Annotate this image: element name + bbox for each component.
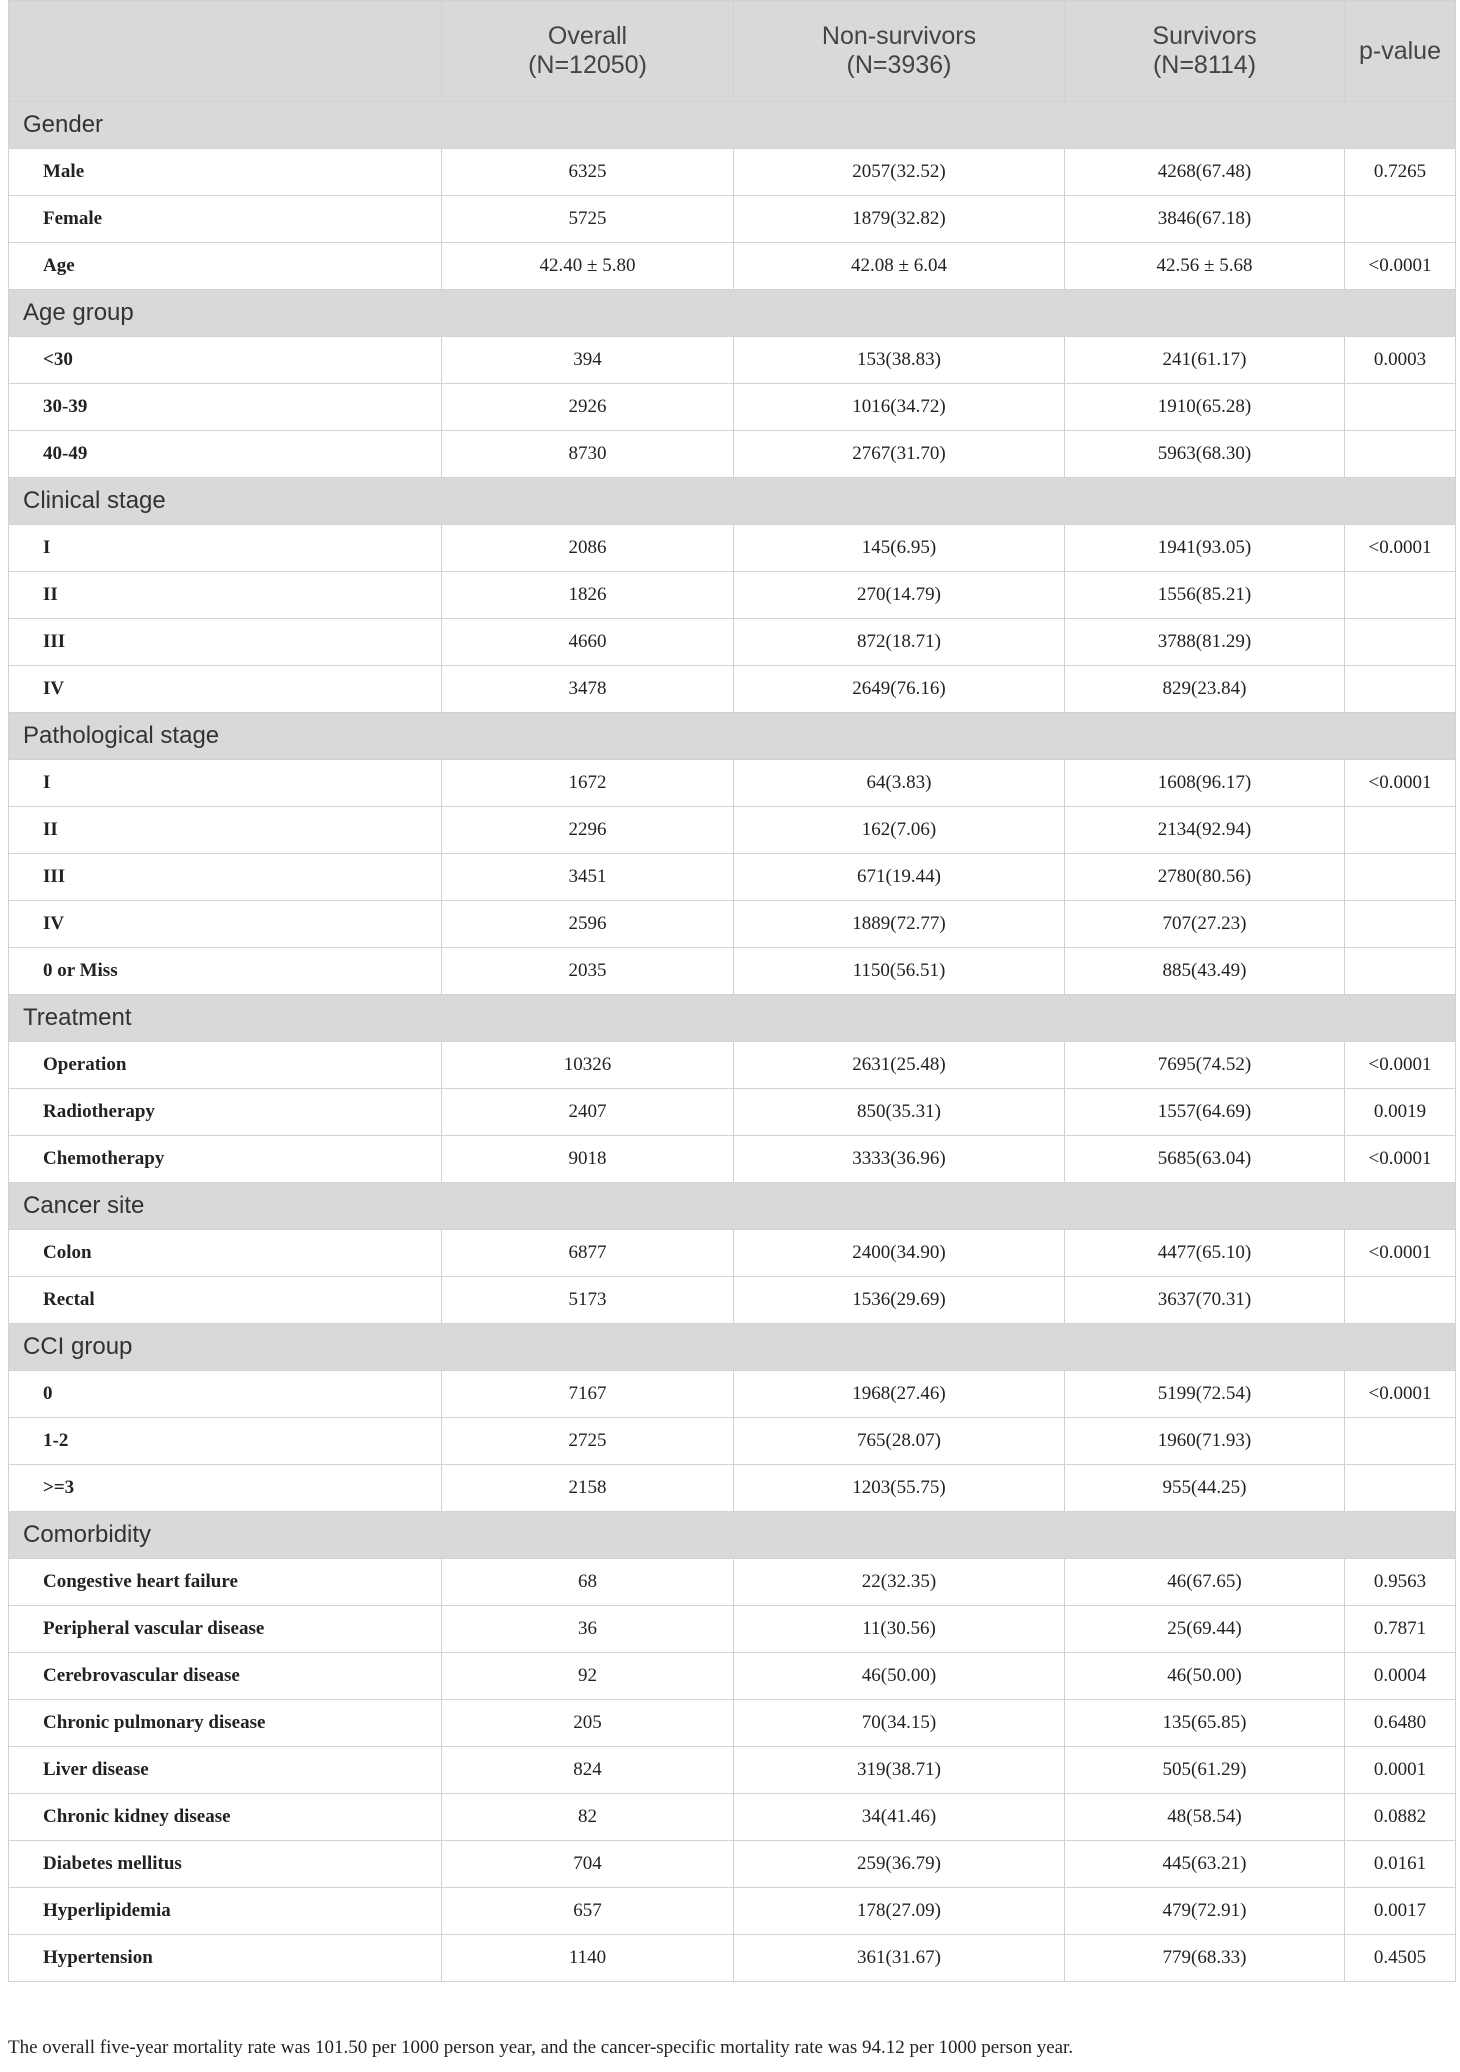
cell-p-value: 0.6480 bbox=[1345, 1700, 1456, 1747]
cell-non-survivors: 178(27.09) bbox=[734, 1888, 1065, 1935]
cell-p-value bbox=[1345, 948, 1456, 995]
cell-overall: 3451 bbox=[442, 854, 734, 901]
cell-survivors: 135(65.85) bbox=[1065, 1700, 1345, 1747]
table-row bbox=[9, 1841, 1456, 1888]
cell-non-survivors: 2767(31.70) bbox=[734, 431, 1065, 478]
table-row bbox=[9, 807, 1456, 854]
row-label: Hypertension bbox=[9, 1935, 442, 1982]
row-label: I bbox=[9, 760, 442, 807]
cell-survivors: 955(44.25) bbox=[1065, 1465, 1345, 1512]
cell-non-survivors: 1016(34.72) bbox=[734, 384, 1065, 431]
cell-p-value bbox=[1345, 384, 1456, 431]
cell-non-survivors: 361(31.67) bbox=[734, 1935, 1065, 1982]
cell-survivors: 3637(70.31) bbox=[1065, 1277, 1345, 1324]
cell-non-survivors: 850(35.31) bbox=[734, 1089, 1065, 1136]
cell-overall: 8730 bbox=[442, 431, 734, 478]
cell-non-survivors: 1150(56.51) bbox=[734, 948, 1065, 995]
group-header-row bbox=[9, 102, 1456, 149]
table-row bbox=[9, 1794, 1456, 1841]
cell-p-value bbox=[1345, 901, 1456, 948]
row-label: 1-2 bbox=[9, 1418, 442, 1465]
cell-p-value bbox=[1345, 666, 1456, 713]
table-row bbox=[9, 760, 1456, 807]
cell-non-survivors: 765(28.07) bbox=[734, 1418, 1065, 1465]
group-header-row bbox=[9, 1512, 1456, 1559]
row-label: Male bbox=[9, 149, 442, 196]
row-label: 40-49 bbox=[9, 431, 442, 478]
cell-overall: 1140 bbox=[442, 1935, 734, 1982]
cell-overall: 2035 bbox=[442, 948, 734, 995]
cell-non-survivors: 872(18.71) bbox=[734, 619, 1065, 666]
cell-overall: 5173 bbox=[442, 1277, 734, 1324]
table-row bbox=[9, 1747, 1456, 1794]
cell-p-value: 0.0004 bbox=[1345, 1653, 1456, 1700]
row-label: >=3 bbox=[9, 1465, 442, 1512]
cell-survivors: 4477(65.10) bbox=[1065, 1230, 1345, 1277]
cell-survivors: 5199(72.54) bbox=[1065, 1371, 1345, 1418]
cell-p-value: <0.0001 bbox=[1345, 760, 1456, 807]
header-overall bbox=[442, 1, 734, 102]
row-label: Radiotherapy bbox=[9, 1089, 442, 1136]
cell-overall: 6325 bbox=[442, 149, 734, 196]
table-container bbox=[8, 0, 1455, 1982]
cell-non-survivors: 46(50.00) bbox=[734, 1653, 1065, 1700]
row-label: Age bbox=[9, 243, 442, 290]
row-label: III bbox=[9, 854, 442, 901]
row-label: Female bbox=[9, 196, 442, 243]
cell-overall: 10326 bbox=[442, 1042, 734, 1089]
table-row bbox=[9, 1559, 1456, 1606]
cell-p-value: 0.0882 bbox=[1345, 1794, 1456, 1841]
row-label: IV bbox=[9, 901, 442, 948]
table-row bbox=[9, 149, 1456, 196]
cell-p-value: 0.7871 bbox=[1345, 1606, 1456, 1653]
cell-survivors: 5685(63.04) bbox=[1065, 1136, 1345, 1183]
group-header-row bbox=[9, 1324, 1456, 1371]
cell-p-value: <0.0001 bbox=[1345, 1042, 1456, 1089]
cell-non-survivors: 145(6.95) bbox=[734, 525, 1065, 572]
cell-overall: 2725 bbox=[442, 1418, 734, 1465]
cell-p-value bbox=[1345, 431, 1456, 478]
group-label: Age group bbox=[9, 290, 1456, 337]
cell-survivors: 1557(64.69) bbox=[1065, 1089, 1345, 1136]
cell-overall: 1672 bbox=[442, 760, 734, 807]
row-label: Hyperlipidemia bbox=[9, 1888, 442, 1935]
cell-non-survivors: 1203(55.75) bbox=[734, 1465, 1065, 1512]
cell-non-survivors: 42.08 ± 6.04 bbox=[734, 243, 1065, 290]
table-row bbox=[9, 384, 1456, 431]
table-row bbox=[9, 1418, 1456, 1465]
cell-survivors: 5963(68.30) bbox=[1065, 431, 1345, 478]
group-header-row bbox=[9, 1183, 1456, 1230]
group-label: Gender bbox=[9, 102, 1456, 149]
cell-overall: 2296 bbox=[442, 807, 734, 854]
cell-non-survivors: 259(36.79) bbox=[734, 1841, 1065, 1888]
table-row bbox=[9, 1371, 1456, 1418]
cell-survivors: 1910(65.28) bbox=[1065, 384, 1345, 431]
cell-p-value: <0.0001 bbox=[1345, 1230, 1456, 1277]
group-label: Pathological stage bbox=[9, 713, 1456, 760]
table-row bbox=[9, 243, 1456, 290]
cell-survivors: 2780(80.56) bbox=[1065, 854, 1345, 901]
cell-p-value: <0.0001 bbox=[1345, 1371, 1456, 1418]
cell-overall: 2407 bbox=[442, 1089, 734, 1136]
cell-overall: 92 bbox=[442, 1653, 734, 1700]
cell-survivors: 4268(67.48) bbox=[1065, 149, 1345, 196]
cell-overall: 1826 bbox=[442, 572, 734, 619]
cell-overall: 82 bbox=[442, 1794, 734, 1841]
header-survivors bbox=[1065, 1, 1345, 102]
cell-non-survivors: 1879(32.82) bbox=[734, 196, 1065, 243]
cell-non-survivors: 1536(29.69) bbox=[734, 1277, 1065, 1324]
cell-overall: 2596 bbox=[442, 901, 734, 948]
cell-non-survivors: 270(14.79) bbox=[734, 572, 1065, 619]
cell-survivors: 241(61.17) bbox=[1065, 337, 1345, 384]
cell-survivors: 2134(92.94) bbox=[1065, 807, 1345, 854]
cell-overall: 6877 bbox=[442, 1230, 734, 1277]
group-header-row bbox=[9, 995, 1456, 1042]
header-survivors-n: (N=8114) bbox=[1152, 51, 1257, 79]
cell-p-value bbox=[1345, 619, 1456, 666]
row-label: Colon bbox=[9, 1230, 442, 1277]
cell-non-survivors: 153(38.83) bbox=[734, 337, 1065, 384]
header-survivors-label: Survivors bbox=[1152, 22, 1257, 50]
table-row bbox=[9, 1042, 1456, 1089]
cell-p-value: 0.0161 bbox=[1345, 1841, 1456, 1888]
row-label: 30-39 bbox=[9, 384, 442, 431]
cell-p-value: 0.0017 bbox=[1345, 1888, 1456, 1935]
row-label: IV bbox=[9, 666, 442, 713]
cell-p-value: <0.0001 bbox=[1345, 1136, 1456, 1183]
row-label: 0 or Miss bbox=[9, 948, 442, 995]
cell-p-value bbox=[1345, 854, 1456, 901]
cell-survivors: 46(50.00) bbox=[1065, 1653, 1345, 1700]
cell-p-value bbox=[1345, 1465, 1456, 1512]
table-row bbox=[9, 1230, 1456, 1277]
cell-overall: 657 bbox=[442, 1888, 734, 1935]
group-header-row bbox=[9, 478, 1456, 525]
cell-overall: 824 bbox=[442, 1747, 734, 1794]
cell-survivors: 707(27.23) bbox=[1065, 901, 1345, 948]
cell-p-value: <0.0001 bbox=[1345, 243, 1456, 290]
table-row bbox=[9, 1465, 1456, 1512]
cell-survivors: 1941(93.05) bbox=[1065, 525, 1345, 572]
cell-non-survivors: 1968(27.46) bbox=[734, 1371, 1065, 1418]
cell-overall: 2158 bbox=[442, 1465, 734, 1512]
cell-non-survivors: 2400(34.90) bbox=[734, 1230, 1065, 1277]
cell-overall: 7167 bbox=[442, 1371, 734, 1418]
row-label: III bbox=[9, 619, 442, 666]
header-variable bbox=[9, 1, 442, 102]
row-label: Cerebrovascular disease bbox=[9, 1653, 442, 1700]
row-label: Diabetes mellitus bbox=[9, 1841, 442, 1888]
cell-survivors: 479(72.91) bbox=[1065, 1888, 1345, 1935]
cell-p-value: <0.0001 bbox=[1345, 525, 1456, 572]
group-header-row bbox=[9, 713, 1456, 760]
row-label: Peripheral vascular disease bbox=[9, 1606, 442, 1653]
cell-non-survivors: 2631(25.48) bbox=[734, 1042, 1065, 1089]
cell-survivors: 7695(74.52) bbox=[1065, 1042, 1345, 1089]
cell-survivors: 1556(85.21) bbox=[1065, 572, 1345, 619]
cell-p-value bbox=[1345, 572, 1456, 619]
cell-survivors: 42.56 ± 5.68 bbox=[1065, 243, 1345, 290]
group-label: Comorbidity bbox=[9, 1512, 1456, 1559]
cell-survivors: 25(69.44) bbox=[1065, 1606, 1345, 1653]
cell-p-value: 0.7265 bbox=[1345, 149, 1456, 196]
header-non-survivors-label: Non-survivors bbox=[821, 22, 977, 50]
table-row bbox=[9, 1700, 1456, 1747]
cell-overall: 2086 bbox=[442, 525, 734, 572]
table-row bbox=[9, 431, 1456, 478]
cell-survivors: 829(23.84) bbox=[1065, 666, 1345, 713]
cell-survivors: 3846(67.18) bbox=[1065, 196, 1345, 243]
header-non-survivors-n: (N=3936) bbox=[846, 51, 952, 79]
cell-survivors: 3788(81.29) bbox=[1065, 619, 1345, 666]
group-label: Cancer site bbox=[9, 1183, 1456, 1230]
cell-overall: 394 bbox=[442, 337, 734, 384]
row-label: 0 bbox=[9, 1371, 442, 1418]
table-row bbox=[9, 619, 1456, 666]
cell-overall: 9018 bbox=[442, 1136, 734, 1183]
cell-p-value: 0.9563 bbox=[1345, 1559, 1456, 1606]
cell-overall: 42.40 ± 5.80 bbox=[442, 243, 734, 290]
table-row bbox=[9, 1277, 1456, 1324]
table-row bbox=[9, 854, 1456, 901]
table-row bbox=[9, 525, 1456, 572]
row-label: Congestive heart failure bbox=[9, 1559, 442, 1606]
cell-overall: 2926 bbox=[442, 384, 734, 431]
cell-non-survivors: 70(34.15) bbox=[734, 1700, 1065, 1747]
row-label: Liver disease bbox=[9, 1747, 442, 1794]
table-row bbox=[9, 948, 1456, 995]
cell-overall: 68 bbox=[442, 1559, 734, 1606]
cell-non-survivors: 22(32.35) bbox=[734, 1559, 1065, 1606]
cell-non-survivors: 671(19.44) bbox=[734, 854, 1065, 901]
cell-overall: 3478 bbox=[442, 666, 734, 713]
table-row bbox=[9, 572, 1456, 619]
table-row bbox=[9, 1089, 1456, 1136]
group-header-row bbox=[9, 290, 1456, 337]
cell-non-survivors: 3333(36.96) bbox=[734, 1136, 1065, 1183]
row-label: Chemotherapy bbox=[9, 1136, 442, 1183]
cell-non-survivors: 2649(76.16) bbox=[734, 666, 1065, 713]
group-label: Clinical stage bbox=[9, 478, 1456, 525]
row-label: Operation bbox=[9, 1042, 442, 1089]
table-row bbox=[9, 1606, 1456, 1653]
cell-p-value: 0.0001 bbox=[1345, 1747, 1456, 1794]
table-row bbox=[9, 1888, 1456, 1935]
cell-overall: 704 bbox=[442, 1841, 734, 1888]
cell-survivors: 1608(96.17) bbox=[1065, 760, 1345, 807]
header-overall-n: (N=12050) bbox=[528, 51, 647, 79]
cell-overall: 205 bbox=[442, 1700, 734, 1747]
row-label: Rectal bbox=[9, 1277, 442, 1324]
cell-survivors: 505(61.29) bbox=[1065, 1747, 1345, 1794]
header-p-value: p-value bbox=[1345, 1, 1456, 102]
row-label: I bbox=[9, 525, 442, 572]
table-row bbox=[9, 1136, 1456, 1183]
cell-non-survivors: 319(38.71) bbox=[734, 1747, 1065, 1794]
cell-survivors: 445(63.21) bbox=[1065, 1841, 1345, 1888]
header-non-survivors bbox=[734, 1, 1065, 102]
cell-p-value bbox=[1345, 807, 1456, 854]
table-row bbox=[9, 1653, 1456, 1700]
cell-non-survivors: 64(3.83) bbox=[734, 760, 1065, 807]
table-body bbox=[9, 102, 1456, 1982]
cell-non-survivors: 34(41.46) bbox=[734, 1794, 1065, 1841]
cell-p-value: 0.4505 bbox=[1345, 1935, 1456, 1982]
cell-p-value bbox=[1345, 196, 1456, 243]
cohort-characteristics-table bbox=[8, 0, 1456, 1982]
row-label: II bbox=[9, 807, 442, 854]
header-overall-label: Overall bbox=[547, 22, 628, 50]
cell-non-survivors: 2057(32.52) bbox=[734, 149, 1065, 196]
table-row bbox=[9, 196, 1456, 243]
header-row bbox=[9, 1, 1456, 102]
cell-survivors: 779(68.33) bbox=[1065, 1935, 1345, 1982]
cell-p-value: 0.0019 bbox=[1345, 1089, 1456, 1136]
row-label: II bbox=[9, 572, 442, 619]
group-label: CCI group bbox=[9, 1324, 1456, 1371]
cell-survivors: 1960(71.93) bbox=[1065, 1418, 1345, 1465]
cell-survivors: 48(58.54) bbox=[1065, 1794, 1345, 1841]
cell-survivors: 46(67.65) bbox=[1065, 1559, 1345, 1606]
table-row bbox=[9, 666, 1456, 713]
cell-overall: 5725 bbox=[442, 196, 734, 243]
cell-p-value bbox=[1345, 1418, 1456, 1465]
cell-p-value bbox=[1345, 1277, 1456, 1324]
table-row bbox=[9, 901, 1456, 948]
cell-non-survivors: 11(30.56) bbox=[734, 1606, 1065, 1653]
group-label: Treatment bbox=[9, 995, 1456, 1042]
row-label: <30 bbox=[9, 337, 442, 384]
row-label: Chronic pulmonary disease bbox=[9, 1700, 442, 1747]
cell-p-value: 0.0003 bbox=[1345, 337, 1456, 384]
cell-overall: 36 bbox=[442, 1606, 734, 1653]
table-row bbox=[9, 337, 1456, 384]
table-footnote: The overall five-year mortality rate was 101.50 per 1000 person year, and the cancer-specific mortality rate was 94.12 per 1000 person year. bbox=[8, 2037, 1074, 2058]
cell-non-survivors: 162(7.06) bbox=[734, 807, 1065, 854]
cell-overall: 4660 bbox=[442, 619, 734, 666]
row-label: Chronic kidney disease bbox=[9, 1794, 442, 1841]
cell-survivors: 885(43.49) bbox=[1065, 948, 1345, 995]
cell-non-survivors: 1889(72.77) bbox=[734, 901, 1065, 948]
table-row bbox=[9, 1935, 1456, 1982]
